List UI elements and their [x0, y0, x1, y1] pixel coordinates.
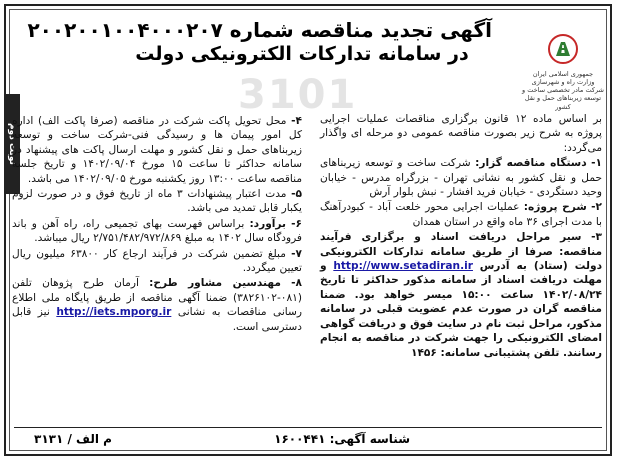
org-name-line: شرکت مادر تخصصی ساخت و توسعه زیربناهای حمل و نقل کشور: [522, 86, 604, 111]
title-line-2: در سامانه تدارکات الکترونیکی دولت: [135, 43, 469, 65]
item-text: محل تحویل پاکت شرکت در مناقصه (صرفا پاکت الف) اداره کل امور پیمان ها و رسیدگی فنی-شرکت ساخت و توسعه زیربناهای حمل و نقل کشور و مهلت ارسال پاکت های پیشنهاد در سامانه حداکثر تا ساعت ۱۵ مورخ ۱۴۰۲/۰۹/۰۴ و تاریخ جلسه مناقصه ساعت ۱۳:۰۰ روز یکشنبه مورخ ۱۴۰۲/۰۹/۰۵ می باشد.: [12, 115, 302, 185]
footer-divider: [14, 427, 602, 428]
item-text-continued: نیز قابل دسترسی است.: [12, 306, 302, 333]
item-number: ۵-: [291, 188, 302, 201]
item-label: شرح پروژه:: [523, 201, 587, 214]
item-2: [320, 200, 602, 229]
setad-link[interactable]: http://www.setadiran.ir: [333, 260, 473, 273]
item-text: صرفا از طریق سامانه تدارکات الکترونیکی دولت (ستاد) به آدرس: [320, 245, 603, 273]
item-text: شرکت ساخت و توسعه زیربناهای حمل و نقل کشور به نشانی تهران - بزرگراه مدرس - خیابان وحید دستگردی - خیابان فرید افشار - نبش بلوار آرش: [320, 157, 602, 199]
edition-tab: نوبت دوم: [4, 94, 20, 194]
road-logo-icon: [548, 34, 578, 64]
item-label: دستگاه مناقصه گزار:: [475, 157, 587, 170]
publication-code: م الف / ۳۱۳۱: [34, 432, 112, 446]
ad-id: شناسه آگهی: ۱۶۰۰۴۴۱: [274, 432, 410, 446]
item-number: ۸-: [291, 277, 302, 290]
item-4: [12, 114, 302, 186]
org-name-line: وزارت راه و شهرسازی: [531, 78, 595, 87]
item-label: برآورد:: [249, 217, 286, 230]
item-5: [12, 187, 302, 216]
item-text: آرمان طرح پژوهان تلفن (۰۸۱-۳۸۲۶۱۰۲) ضمنا آگهی مناقصه از طریق پایگاه ملی اطلاع رسانی مناقصات به نشانی: [12, 277, 303, 319]
watermark-number: 3101: [238, 72, 358, 118]
item-text: عملیات اجرایی محور خلعت آباد - کبودرآهنگ با مدت اجرای ۳۶ ماه واقع در استان همدان: [320, 201, 602, 228]
item-number: ۶-: [291, 217, 303, 230]
item-text: براساس فهرست بهای تجمیعی راه، راه آهن و باند فرودگاه سال ۱۴۰۲ به مبلغ ۲/۷۵۱/۴۸۲/۹۷۲/۸۶۹ ریال میباشد.: [12, 217, 302, 245]
item-number: ۲-: [591, 201, 602, 214]
item-text: مدت اعتبار پیشنهادات ۳ ماه از تاریخ فوق و در صورت لزوم یکبار قابل تمدید می باشد.: [12, 188, 302, 215]
item-3: [320, 230, 602, 360]
body-column-right: [320, 112, 602, 361]
iets-link[interactable]: http://iets.mporg.ir: [56, 306, 172, 319]
org-name-line: جمهوری اسلامی ایران: [532, 70, 594, 78]
item-8: [12, 276, 302, 334]
item-7: [12, 247, 302, 276]
body-column-left: [12, 114, 302, 335]
tender-advertisement: [4, 4, 612, 456]
item-number: ۷-: [291, 247, 303, 260]
item-text-continued: و مهلت دریافت اسناد از سامانه مذکور حداکثر تا تاریخ ۱۴۰۲/۰۸/۲۴ ساعت ۱۵:۰۰ میسر خواهد بود. ضمنا مناقصه گران در صورت عدم عضویت قبلی در سامانه مذکور، مراحل ثبت نام در سایت فوق و دریافت گواهی امضای الکترونیکی را جهت شرکت در مناقصه به انجام رسانند. تلفن پشتیبانی سامانه: ۱۴۵۶: [320, 260, 602, 359]
item-number: ۱-: [591, 157, 602, 170]
item-label: سیر مراحل دریافت اسناد و برگزاری فرآیند مناقصه:: [320, 231, 603, 258]
ad-title: [27, 18, 492, 66]
item-1: [320, 156, 602, 199]
item-number: ۴-: [291, 115, 302, 127]
item-label: مهندسین مشاور طرح:: [149, 277, 281, 290]
organization-logo: [522, 34, 604, 111]
item-6: [12, 217, 302, 246]
item-text: مبلغ تضمین شرکت در فرآیند ارجاع کار ۶۳۸۰۰ میلیون ریال تعیین میگردد.: [12, 247, 302, 275]
intro-text: بر اساس ماده ۱۲ قانون برگزاری مناقصات عملیات اجرایی پروژه به شرح زیر بصورت مناقصه عمومی دو مرحله ای واگذار می‌گردد:: [320, 113, 603, 154]
item-number: ۳-: [591, 231, 602, 244]
title-line-1: آگهی تجدید مناقصه شماره ۲۰۰۲۰۰۱۰۰۴۰۰۰۲۰۷: [27, 18, 492, 42]
